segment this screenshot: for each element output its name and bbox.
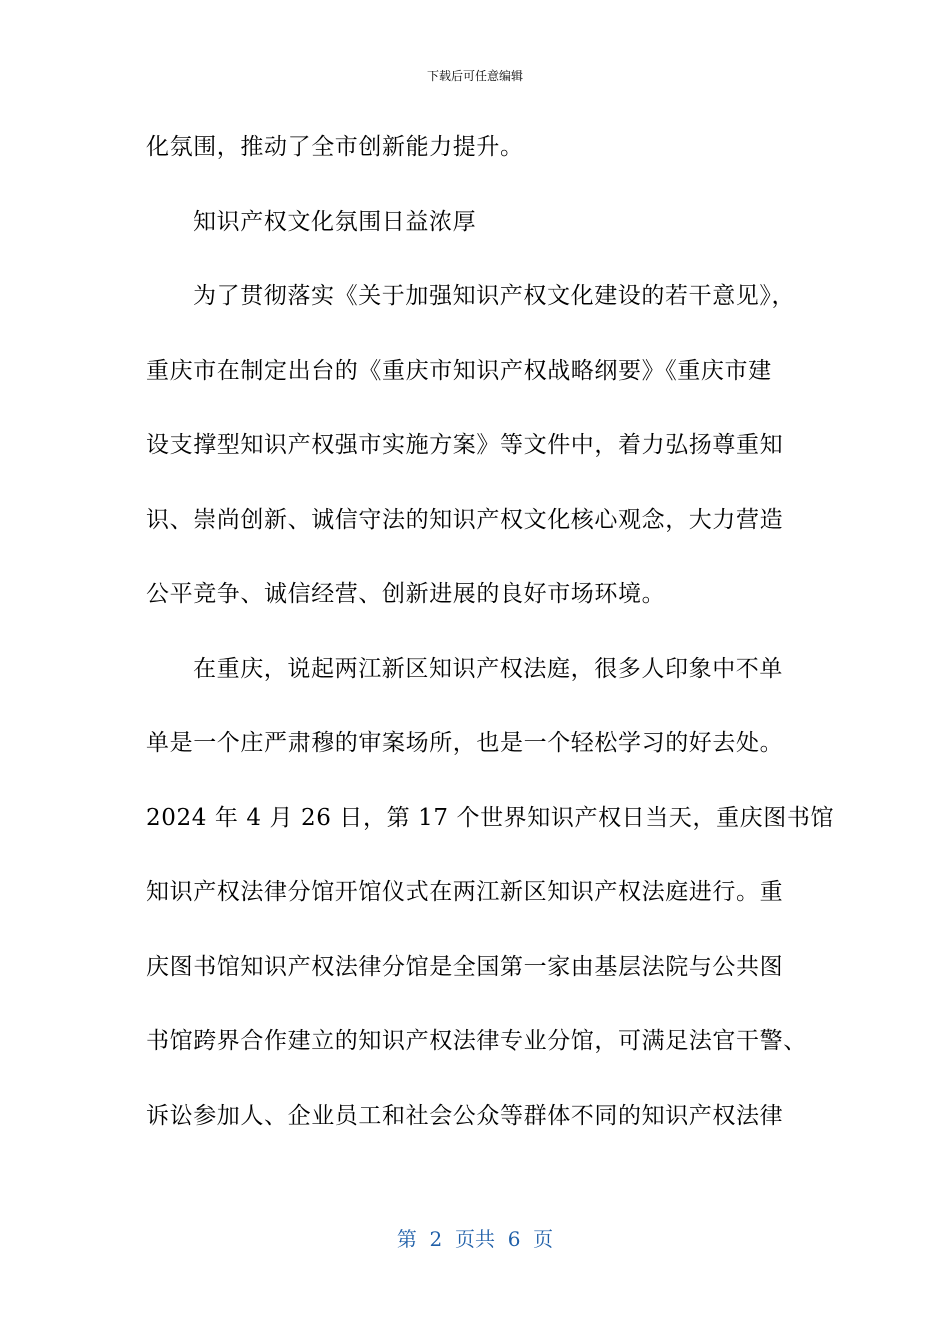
page-header-note: 下载后可任意编辑 bbox=[426, 69, 523, 83]
body-line: 设支撑型知识产权强市实施方案》等文件中，着力弘扬尊重知 bbox=[146, 432, 784, 458]
body-line: 在重庆，说起两江新区知识产权法庭，很多人印象中不单 bbox=[193, 655, 783, 682]
body-line: 重庆市在制定出台的《重庆市知识产权战略纲要》《重庆市建 bbox=[146, 357, 772, 384]
body-line: 为了贯彻落实《关于加强知识产权文化建设的若干意见》， bbox=[193, 283, 796, 309]
document-body bbox=[146, 124, 835, 1167]
page-number-footer: 第 2 页共 6 页 bbox=[396, 1227, 554, 1251]
body-line: 单是一个庄严肃穆的审案场所，也是一个轻松学习的好去处。 bbox=[146, 730, 784, 756]
body-line: 知识产权法律分馆开馆仪式在两江新区知识产权法庭进行。重 bbox=[146, 879, 784, 905]
body-line: 书馆跨界合作建立的知识产权法律专业分馆，可满足法官干警、 bbox=[146, 1028, 807, 1054]
body-line: 2024 年 4 月 26 日，第 17 个世界知识产权日当天，重庆图书馆 bbox=[146, 804, 835, 831]
body-line: 识、崇尚创新、诚信守法的知识产权文化核心观念，大力营造 bbox=[146, 506, 784, 533]
body-line: 诉讼参加人、企业员工和社会公众等群体不同的知识产权法律 bbox=[146, 1102, 784, 1129]
body-line: 公平竞争、诚信经营、创新进展的良好市场环境。 bbox=[146, 581, 666, 607]
body-line: 庆图书馆知识产权法律分馆是全国第一家由基层法院与公共图 bbox=[146, 953, 784, 980]
section-heading: 知识产权文化氛围日益浓厚 bbox=[193, 208, 477, 235]
body-line: 化氛围，推动了全市创新能力提升。 bbox=[146, 134, 524, 160]
